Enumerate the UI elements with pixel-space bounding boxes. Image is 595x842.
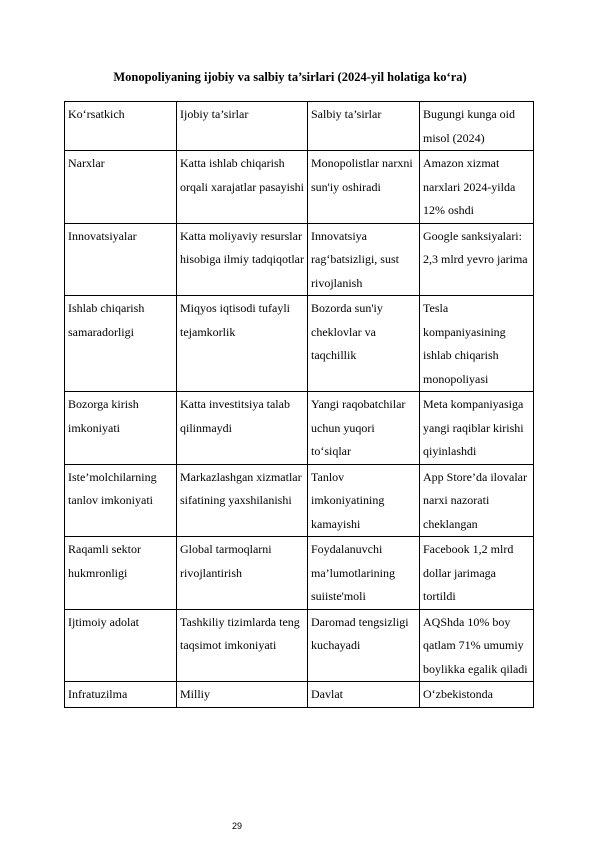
table-cell: Innovatsiya rag‘batsizligi, sust rivojlanish [308, 223, 420, 296]
table-cell: Innovatsiyalar [65, 223, 177, 296]
table-cell: Global tarmoqlarni rivojlantirish [177, 537, 308, 610]
table-cell: Katta ishlab chiqarish orqali xarajatlar pasayishi [177, 151, 308, 224]
table-cell: App Store’da ilovalar narxi nazorati cheklangan [420, 464, 534, 537]
table-cell: Tesla kompaniyasining ishlab chiqarish monopoliyasi [420, 296, 534, 392]
table-row [65, 682, 534, 708]
table-cell: Milliy [177, 682, 308, 708]
header-cell-negative: Salbiy ta’sirlar [308, 102, 420, 151]
table-cell: Katta moliyaviy resurslar hisobiga ilmiy tadqiqotlar [177, 223, 308, 296]
header-cell-example: Bugungi kunga oid misol (2024) [420, 102, 534, 151]
table-cell: Tanlov imkoniyatining kamayishi [308, 464, 420, 537]
table-cell: Yangi raqobatchilar uchun yuqori to‘siqlar [308, 392, 420, 465]
table-row [65, 151, 534, 224]
table-cell: Raqamli sektor hukmronligi [65, 537, 177, 610]
table-cell: Markazlashgan xizmatlar sifatining yaxshilanishi [177, 464, 308, 537]
header-cell-positive: Ijobiy ta’sirlar [177, 102, 308, 151]
table-cell: Miqyos iqtisodi tufayli tejamkorlik [177, 296, 308, 392]
table-row [65, 296, 534, 392]
table-cell: Foydalanuvchi ma’lumotlarining suiiste'moli [308, 537, 420, 610]
table-row [65, 392, 534, 465]
table-cell: Bozorda sun'iy cheklovlar va taqchillik [308, 296, 420, 392]
table-cell: Google sanksiyalari: 2,3 mlrd yevro jarima [420, 223, 534, 296]
table-title: Monopoliyaning ijobiy va salbiy ta’sirlari (2024-yil holatiga ko‘ra) [113, 70, 467, 84]
table-row [65, 609, 534, 682]
table-cell: Monopolistlar narxni sun'iy oshiradi [308, 151, 420, 224]
table-cell: Facebook 1,2 mlrd dollar jarimaga tortildi [420, 537, 534, 610]
table-header-row [65, 102, 534, 151]
table-cell: Daromad tengsizligi kuchayadi [308, 609, 420, 682]
table-cell: O‘zbekistonda [420, 682, 534, 708]
table-cell: Tashkiliy tizimlarda teng taqsimot imkoniyati [177, 609, 308, 682]
table-cell: AQShda 10% boy qatlam 71% umumiy boylikka egalik qiladi [420, 609, 534, 682]
table-row [65, 223, 534, 296]
table-cell: Meta kompaniyasiga yangi raqiblar kirishi qiyinlashdi [420, 392, 534, 465]
page-number: 29 [232, 821, 243, 831]
table-cell: Bozorga kirish imkoniyati [65, 392, 177, 465]
table-cell: Katta investitsiya talab qilinmaydi [177, 392, 308, 465]
impact-table [64, 101, 534, 708]
table-cell: Infratuzilma [65, 682, 177, 708]
table-cell: Iste’molchilarning tanlov imkoniyati [65, 464, 177, 537]
table-cell: Amazon xizmat narxlari 2024-yilda 12% oshdi [420, 151, 534, 224]
header-cell-indicator: Ko‘rsatkich [65, 102, 177, 151]
table-cell: Ishlab chiqarish samaradorligi [65, 296, 177, 392]
table-row [65, 464, 534, 537]
table-row [65, 537, 534, 610]
table-cell: Davlat [308, 682, 420, 708]
table-cell: Narxlar [65, 151, 177, 224]
table-cell: Ijtimoiy adolat [65, 609, 177, 682]
